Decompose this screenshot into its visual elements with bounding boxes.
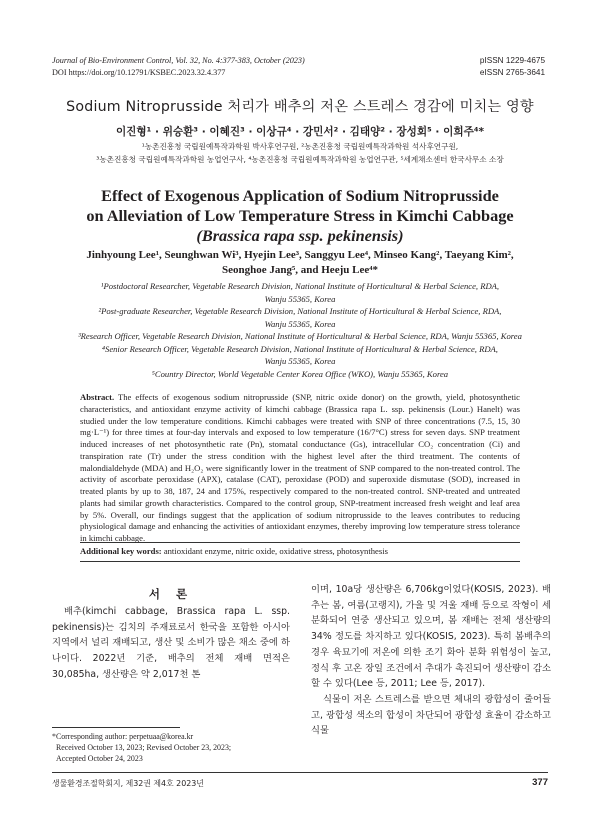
title-line-species: (Brassica rapa ssp. pekinensis)	[196, 226, 404, 245]
affiliation-line: Wanju 55365, Korea	[264, 356, 336, 366]
body-paragraph: 이며, 10a당 생산량은 6,706kg이었다(KOSIS, 2023). 배추는 봄, 여름(고랭지), 가을 및 겨울 재배 등으로 작형이 세분화되어 연중 생산되고 있으며, 봄 재배는 전체 생산량의 34% 정도를 차지하고 있다(KOSIS, 2023). 특히 봄배추의 경우 육묘기에 저온에 의한 조기 화아 분화 위험성이 높고, 정식 후 고온 장일 조건에서 추대가 촉진되어 생산량이 감소할 수 있다(Lee 등, 2011; Lee 등, 2017).	[311, 584, 551, 690]
journal-citation	[52, 55, 305, 79]
affiliation-line: Wanju 55365, Korea	[264, 318, 336, 329]
eissn: eISSN 2765-3641	[479, 68, 545, 77]
page-number: 377	[532, 777, 548, 788]
english-affiliations	[40, 280, 560, 380]
affiliation-line: ⁴Senior Research Officer, Vegetable Research Division, National Institute of Horticultural & Herbal Science, RDA,	[102, 343, 498, 354]
keywords-text: antioxidant enzyme, nitric oxide, oxidative stress, photosynthesis	[163, 546, 388, 556]
korean-authors: 이진형¹ · 위승환³ · 이혜진³ · 이상규⁴ · 강민서² · 김태양² · 장성회⁵ · 이희주⁴*	[115, 126, 485, 138]
affiliation-line: ²Post-graduate Researcher, Vegetable Research Division, National Institute of Horticultural & Herbal Science, RDA,	[98, 306, 502, 316]
affiliation-line: ⁵Country Director, World Vegetable Center Korea Office (WKO), Wanju 55365, Korea	[151, 368, 449, 379]
footer-rule	[52, 772, 548, 773]
body-paragraph: 배추(kimchi cabbage, Brassica rapa L. ssp. pekinensis)는 김치의 주재료로서 한국을 포함한 아시아 지역에서 널리 재배되고, 생산 및 소비가 많은 채소 중에 하나이다. 2022년 기준, 배추의 전체 재배 면적은 30,085ha, 생산량은 약 2,017천 톤	[52, 606, 290, 680]
korean-title: Sodium Nitroprusside 처리가 배추의 저온 스트레스 경감에 미치는 영향	[66, 99, 534, 115]
corresponding-author: *Corresponding author: perpetuaa@korea.kr	[52, 732, 194, 741]
title-line: Effect of Exogenous Application of Sodium Nitroprusside	[101, 186, 499, 205]
accepted-date: Accepted October 24, 2023	[56, 754, 143, 763]
affiliation-line: Wanju 55365, Korea	[264, 293, 336, 304]
received-dates: Received October 13, 2023; Revised October 23, 2023;	[56, 743, 232, 752]
body-column-right	[311, 582, 551, 739]
author-line: Jinhyoung Lee¹, Seunghwan Wi³, Hyejin Lee³, Sanggyu Lee⁴, Minseo Kang², Taeyang Kim²,	[86, 249, 514, 261]
section-heading-introduction: 서 론	[148, 587, 194, 601]
body-column-left	[52, 604, 290, 683]
journal-line: Journal of Bio-Environment Control, Vol. 32, No. 4:377-383, October (2023)	[52, 56, 305, 65]
korean-affiliation-line: ³농촌진흥청 국립원예특작과학원 농업연구사, ⁴농촌진흥청 국립원예특작과학원 농업연구관, ⁵세계채소센터 한국사무소 소장	[96, 154, 504, 164]
doi-line[interactable]: DOI https://doi.org/10.12791/KSBEC.2023.32.4.377	[52, 68, 226, 77]
author-line: Seonghoe Jang⁵, and Heeju Lee⁴*	[221, 263, 379, 276]
abstract-text: The effects of exogenous sodium nitroprusside (SNP, nitric oxide donor) on the growth, yield, photosynthetic characteristics, and antioxidant enzyme activity of kimchi cabbage (Brassica rapa L. ssp. pekinensis (Lour.) Hanelt) was studied under the low temperature conditions. Kimchi cabbages were treated with SNP of three concentrations (7.5, 15, 30 mg·L⁻¹) for three times at four-day intervals and exposed to low temperature (16/7°C) stress for seven days. SNP treatment induced increases of net photosynthetic rate (Pn), stomatal conductance (Gs), intracellular CO₂ concentration (Ci) and transpiration rate (Tr) under the stress condition with the highest level after the third treatment. The contents of malondialdehyde (MDA) and H₂O₂ were significantly lower in the treatment of SNP compared to the non-treated control. The activity of ascorbate peroxidase (APX), catalase (CAT), peroxidase (POD) and superoxide dismutase (SOD), increased in treated plants by up to 38, 187, 24 and 175%, respectively compared to the non-treated control. SNP-treated and untreated plants had similar growth characteristics. Compared to the control group, SNP-treatment increased fresh weight and leaf area by 5%. Overall, our findings suggest that the application of sodium nitroprusside to the leaves contributes to reducing physiological damage and enhancing the activities of antioxidant enzymes, thereby improving low temperature stress tolerance in kimchi cabbage.	[80, 392, 520, 543]
body-paragraph: 식물이 저온 스트레스를 받으면 체내의 광합성이 줄어들고, 광합성 색소의 합성이 차단되어 광합성 효율이 감소하고 식물	[311, 693, 551, 737]
korean-affiliation-line: ¹농촌진흥청 국립원예특작과학원 박사후연구원, ²농촌진흥청 국립원예특작과학원 석사후연구원,	[141, 142, 459, 151]
affiliation-line: ¹Postdoctoral Researcher, Vegetable Research Division, National Institute of Horticultural & Herbal Science, RDA,	[100, 281, 500, 291]
affiliation-line: ³Research Officer, Vegetable Research Division, National Institute of Horticultural & Herbal Science, RDA, Wanju 55365, Korea	[78, 331, 522, 341]
korean-affiliations	[30, 141, 570, 166]
title-line: on Alleviation of Low Temperature Stress in Kimchi Cabbage	[86, 206, 514, 225]
keywords-rule-bottom	[80, 561, 520, 562]
english-title	[30, 186, 570, 246]
keywords	[80, 546, 520, 556]
pissn: pISSN 1229-4675	[479, 56, 545, 65]
english-authors	[30, 248, 570, 277]
abstract-label: Abstract.	[80, 392, 115, 402]
footnote-rule	[52, 727, 180, 728]
issn-block	[480, 55, 545, 79]
abstract-rule-top	[80, 542, 520, 543]
footnote	[52, 731, 312, 764]
footer-journal: 생물환경조절학회지, 제32권 제4호 2023년	[52, 779, 204, 788]
keywords-label: Additional key words:	[80, 546, 162, 556]
abstract	[80, 392, 520, 545]
